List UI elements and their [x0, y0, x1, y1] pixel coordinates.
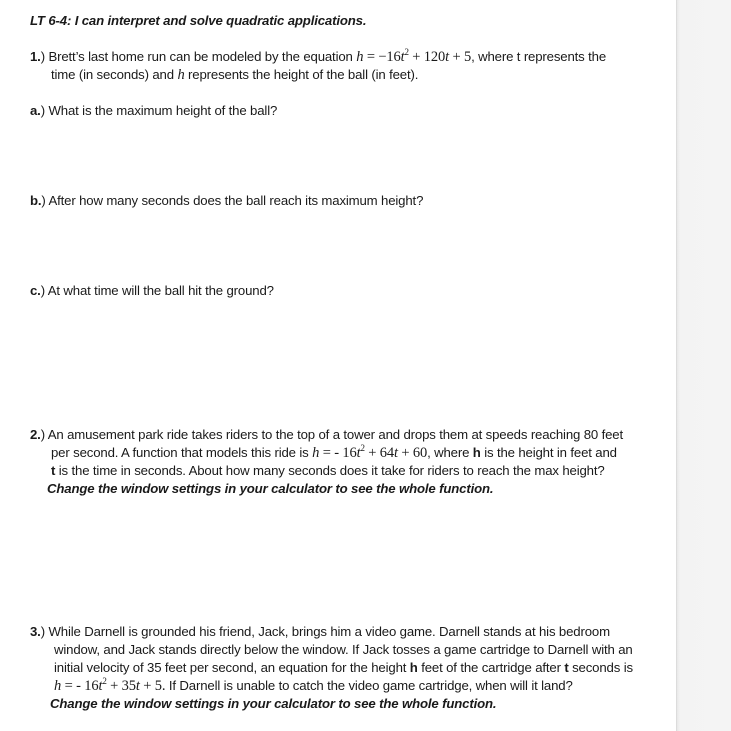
text-fragment: + 120	[408, 49, 446, 65]
text-fragment: )	[40, 49, 45, 64]
text-fragment: t	[356, 445, 361, 461]
text-fragment: + 35	[106, 678, 136, 694]
worksheet-title: LT 6-4: I can interpret and solve quadratic applications.	[30, 13, 367, 28]
text-fragment: 16	[84, 678, 99, 694]
question-1c	[30, 282, 274, 300]
text-fragment: If Darnell is unable to catch the video game cartridge, when will it land?	[165, 678, 573, 693]
text-fragment: )	[40, 624, 45, 639]
problem-3-line-4	[54, 677, 573, 695]
text-fragment: represents the height of the ball (in feet).	[184, 67, 419, 82]
text-fragment: t	[98, 678, 103, 694]
text-fragment: )	[41, 193, 46, 208]
problem-2-line-1	[30, 426, 623, 444]
page-side-margin	[676, 0, 731, 731]
text-fragment: b.	[30, 193, 42, 208]
text-fragment: )	[40, 103, 45, 118]
problem-3-line-3	[54, 659, 633, 677]
problem-3-calculator-note: Change the window settings in your calculator to see the whole function.	[50, 696, 497, 711]
text-fragment: = -	[61, 678, 85, 694]
question-1b	[30, 192, 423, 210]
problem-3-number: 3.	[30, 624, 41, 639]
text-fragment: is the time in seconds. About how many seconds does it take for riders to reach the max height?	[55, 463, 605, 478]
text-fragment: )	[40, 283, 45, 298]
text-fragment: t	[51, 463, 56, 478]
text-fragment: What is the maximum height of the ball?	[44, 103, 278, 118]
text-fragment: An amusement park ride takes riders to the top of a tower and drops them at speeds reaching 80 feet	[44, 427, 623, 442]
text-fragment: , where t represents the	[471, 49, 607, 64]
problem-3-equation: h = - $16t^2 + 35t + 5$.	[54, 676, 166, 694]
text-fragment: per second. A function that models this ride is	[51, 445, 313, 460]
text-fragment: 16	[342, 445, 357, 461]
text-fragment: h	[312, 445, 320, 461]
text-fragment: t	[394, 445, 398, 461]
text-fragment: initial velocity of 35 feet per second, an equation for the height	[54, 660, 410, 675]
text-fragment: h	[409, 660, 418, 675]
text-fragment: Brett’s last home run can be modeled by the equation	[44, 49, 357, 64]
text-fragment: , where	[427, 445, 473, 460]
text-fragment: −16	[378, 49, 401, 65]
problem-1-number: 1.	[30, 49, 41, 64]
text-fragment: h	[356, 49, 364, 65]
text-fragment: t	[135, 678, 140, 694]
text-fragment: = -	[319, 445, 343, 461]
problem-2-line-2	[51, 444, 617, 462]
text-fragment: h	[177, 67, 185, 83]
text-fragment: After how many seconds does the ball reach its maximum height?	[45, 193, 424, 208]
text-fragment: time (in seconds) and	[51, 67, 178, 82]
text-fragment: + 60	[397, 445, 428, 461]
problem-2-line-3	[51, 462, 605, 480]
text-fragment: + 64	[364, 445, 394, 461]
problem-2-number: 2.	[30, 427, 41, 442]
text-fragment: h	[54, 678, 62, 694]
problem-3-line-1	[30, 623, 610, 641]
text-fragment: At what time will the ball hit the ground?	[44, 283, 274, 298]
text-fragment: c.	[30, 283, 41, 298]
text-fragment: a.	[30, 103, 41, 118]
text-fragment: t	[445, 49, 449, 65]
problem-1-line-1	[30, 48, 606, 66]
text-fragment: While Darnell is grounded his friend, Jack, brings him a video game. Darnell stands at his bedroom	[44, 624, 610, 639]
problem-2-equation: h = - $16t^2 + 64t + 60$	[312, 443, 428, 461]
text-fragment: )	[40, 427, 45, 442]
text-fragment: + 5	[449, 49, 472, 65]
question-1a	[30, 102, 277, 120]
text-fragment: feet of the cartridge after	[417, 660, 565, 675]
text-fragment: + 5.	[139, 678, 166, 694]
text-fragment: h	[472, 445, 481, 460]
text-fragment: is the height in feet and	[480, 445, 617, 460]
text-fragment: t	[564, 660, 569, 675]
text-fragment: seconds is	[568, 660, 633, 675]
text-fragment: t	[400, 49, 405, 65]
problem-1-equation: $h = -16t^2 + 120t + 5$	[356, 47, 472, 65]
text-fragment: =	[363, 49, 379, 65]
problem-1-line-2	[51, 66, 418, 84]
problem-3-line-2: window, and Jack stands directly below the window. If Jack tosses a game cartridge to Darnell with an	[54, 642, 633, 657]
problem-2-calculator-note: Change the window settings in your calculator to see the whole function.	[47, 481, 494, 496]
